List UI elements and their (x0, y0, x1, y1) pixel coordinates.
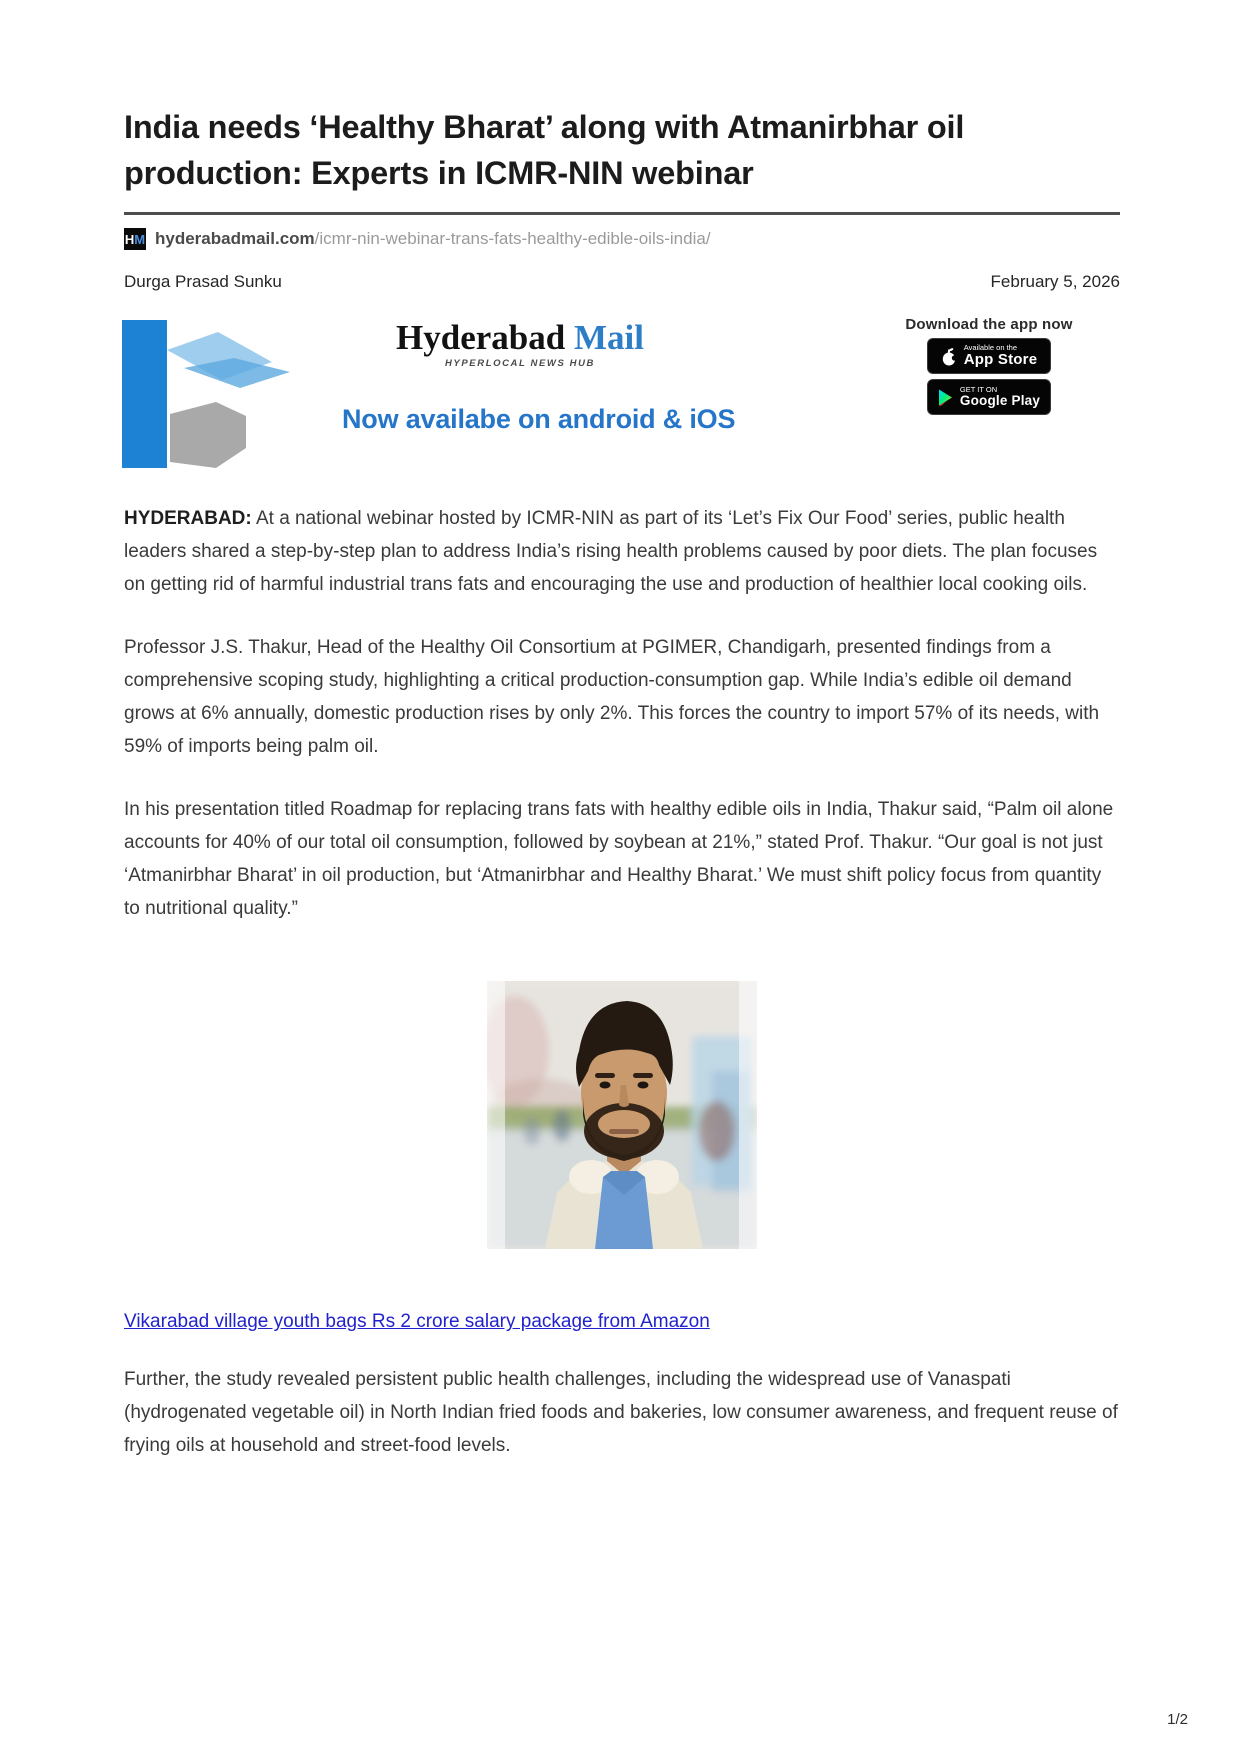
source-url (155, 229, 711, 249)
app-store-badge[interactable] (927, 338, 1051, 374)
download-heading: Download the app now (905, 316, 1073, 334)
separator (124, 212, 1120, 215)
brand-tagline: HYPERLOCAL NEWS HUB (444, 358, 596, 370)
app-store-badge-big-text: App Store (963, 351, 1038, 369)
brand-wordmark (340, 320, 700, 369)
hyderabad-mail-logo-icon (122, 316, 292, 468)
brand-name-blue: Mail (573, 318, 644, 358)
apple-icon (941, 347, 957, 366)
source-domain: hyderabadmail.com (155, 229, 315, 249)
google-play-badge-small-text: GET IT ON (959, 385, 998, 395)
paragraph-3: In his presentation titled Roadmap for replacing trans fats with healthy edible oils in India, Thakur said, “Palm oil alone accounts for 40% of our total oil consumption, followed by soybean at 21%,” stated Prof. Thakur. “Our goal is not just ‘Atmanirbhar Bharat’ in oil production, but ‘Atmanirbhar and Healthy Bharat.’ We must shift policy focus from quantity to nutritional quality.” (124, 799, 1114, 920)
paragraph-1: HYDERABAD: At a national webinar hosted by ICMR-NIN as part of its ‘Let’s Fix Our Food’ series, public health leaders shared a step-by-step plan to address India’s rising health problems caused by poor diets. The plan focuses on getting rid of harmful industrial trans fats and encouraging the use and production of healthier local cooking oils. (124, 508, 1098, 596)
article-photo (487, 981, 757, 1249)
dateline: HYDERABAD: (124, 508, 252, 530)
google-play-badge[interactable] (927, 379, 1051, 415)
availability-text: Now availabe on android & iOS (342, 404, 736, 435)
paragraph-2: Professor J.S. Thakur, Head of the Healthy Oil Consortium at PGIMER, Chandigarh, presented findings from a comprehensive scoping study, highlighting a critical production-consumption gap. While India’s edible oil demand grows at 6% annually, domestic production rises by only 2%. This forces the country to import 57% of its needs, with 59% of imports being palm oil. (124, 637, 1100, 758)
brand-name-black: Hyderabad (396, 318, 566, 358)
paragraph-4: Further, the study revealed persistent public health challenges, including the widespread use of Vanaspati (hydrogenated vegetable oil) in North Indian fried foods and bakeries, low consumer awareness, and frequent reuse of frying oils at household and street-food levels. (124, 1369, 1118, 1457)
app-store-badge-small-text: Available on the (963, 343, 1018, 353)
google-play-badge-big-text: Google Play (959, 393, 1041, 409)
site-favicon-icon: H M (124, 228, 146, 250)
download-block (864, 316, 1114, 415)
publish-date: February 5, 2026 (990, 272, 1120, 292)
page-number: 1/2 (1167, 1711, 1188, 1728)
promo-banner (124, 306, 1120, 470)
author-name: Durga Prasad Sunku (124, 272, 282, 292)
related-article-link[interactable]: Vikarabad village youth bags Rs 2 crore salary package from Amazon (124, 1311, 710, 1333)
page-title: India needs ‘Healthy Bharat’ along with Atmanirbhar oil production: Experts in ICMR-NIN webinar (124, 109, 965, 192)
source-path: /icmr-nin-webinar-trans-fats-healthy-edible-oils-india/ (314, 229, 711, 249)
byline (124, 272, 1120, 292)
article-page (124, 0, 1120, 1462)
google-play-icon (938, 389, 953, 406)
source-url-row (124, 228, 1120, 250)
